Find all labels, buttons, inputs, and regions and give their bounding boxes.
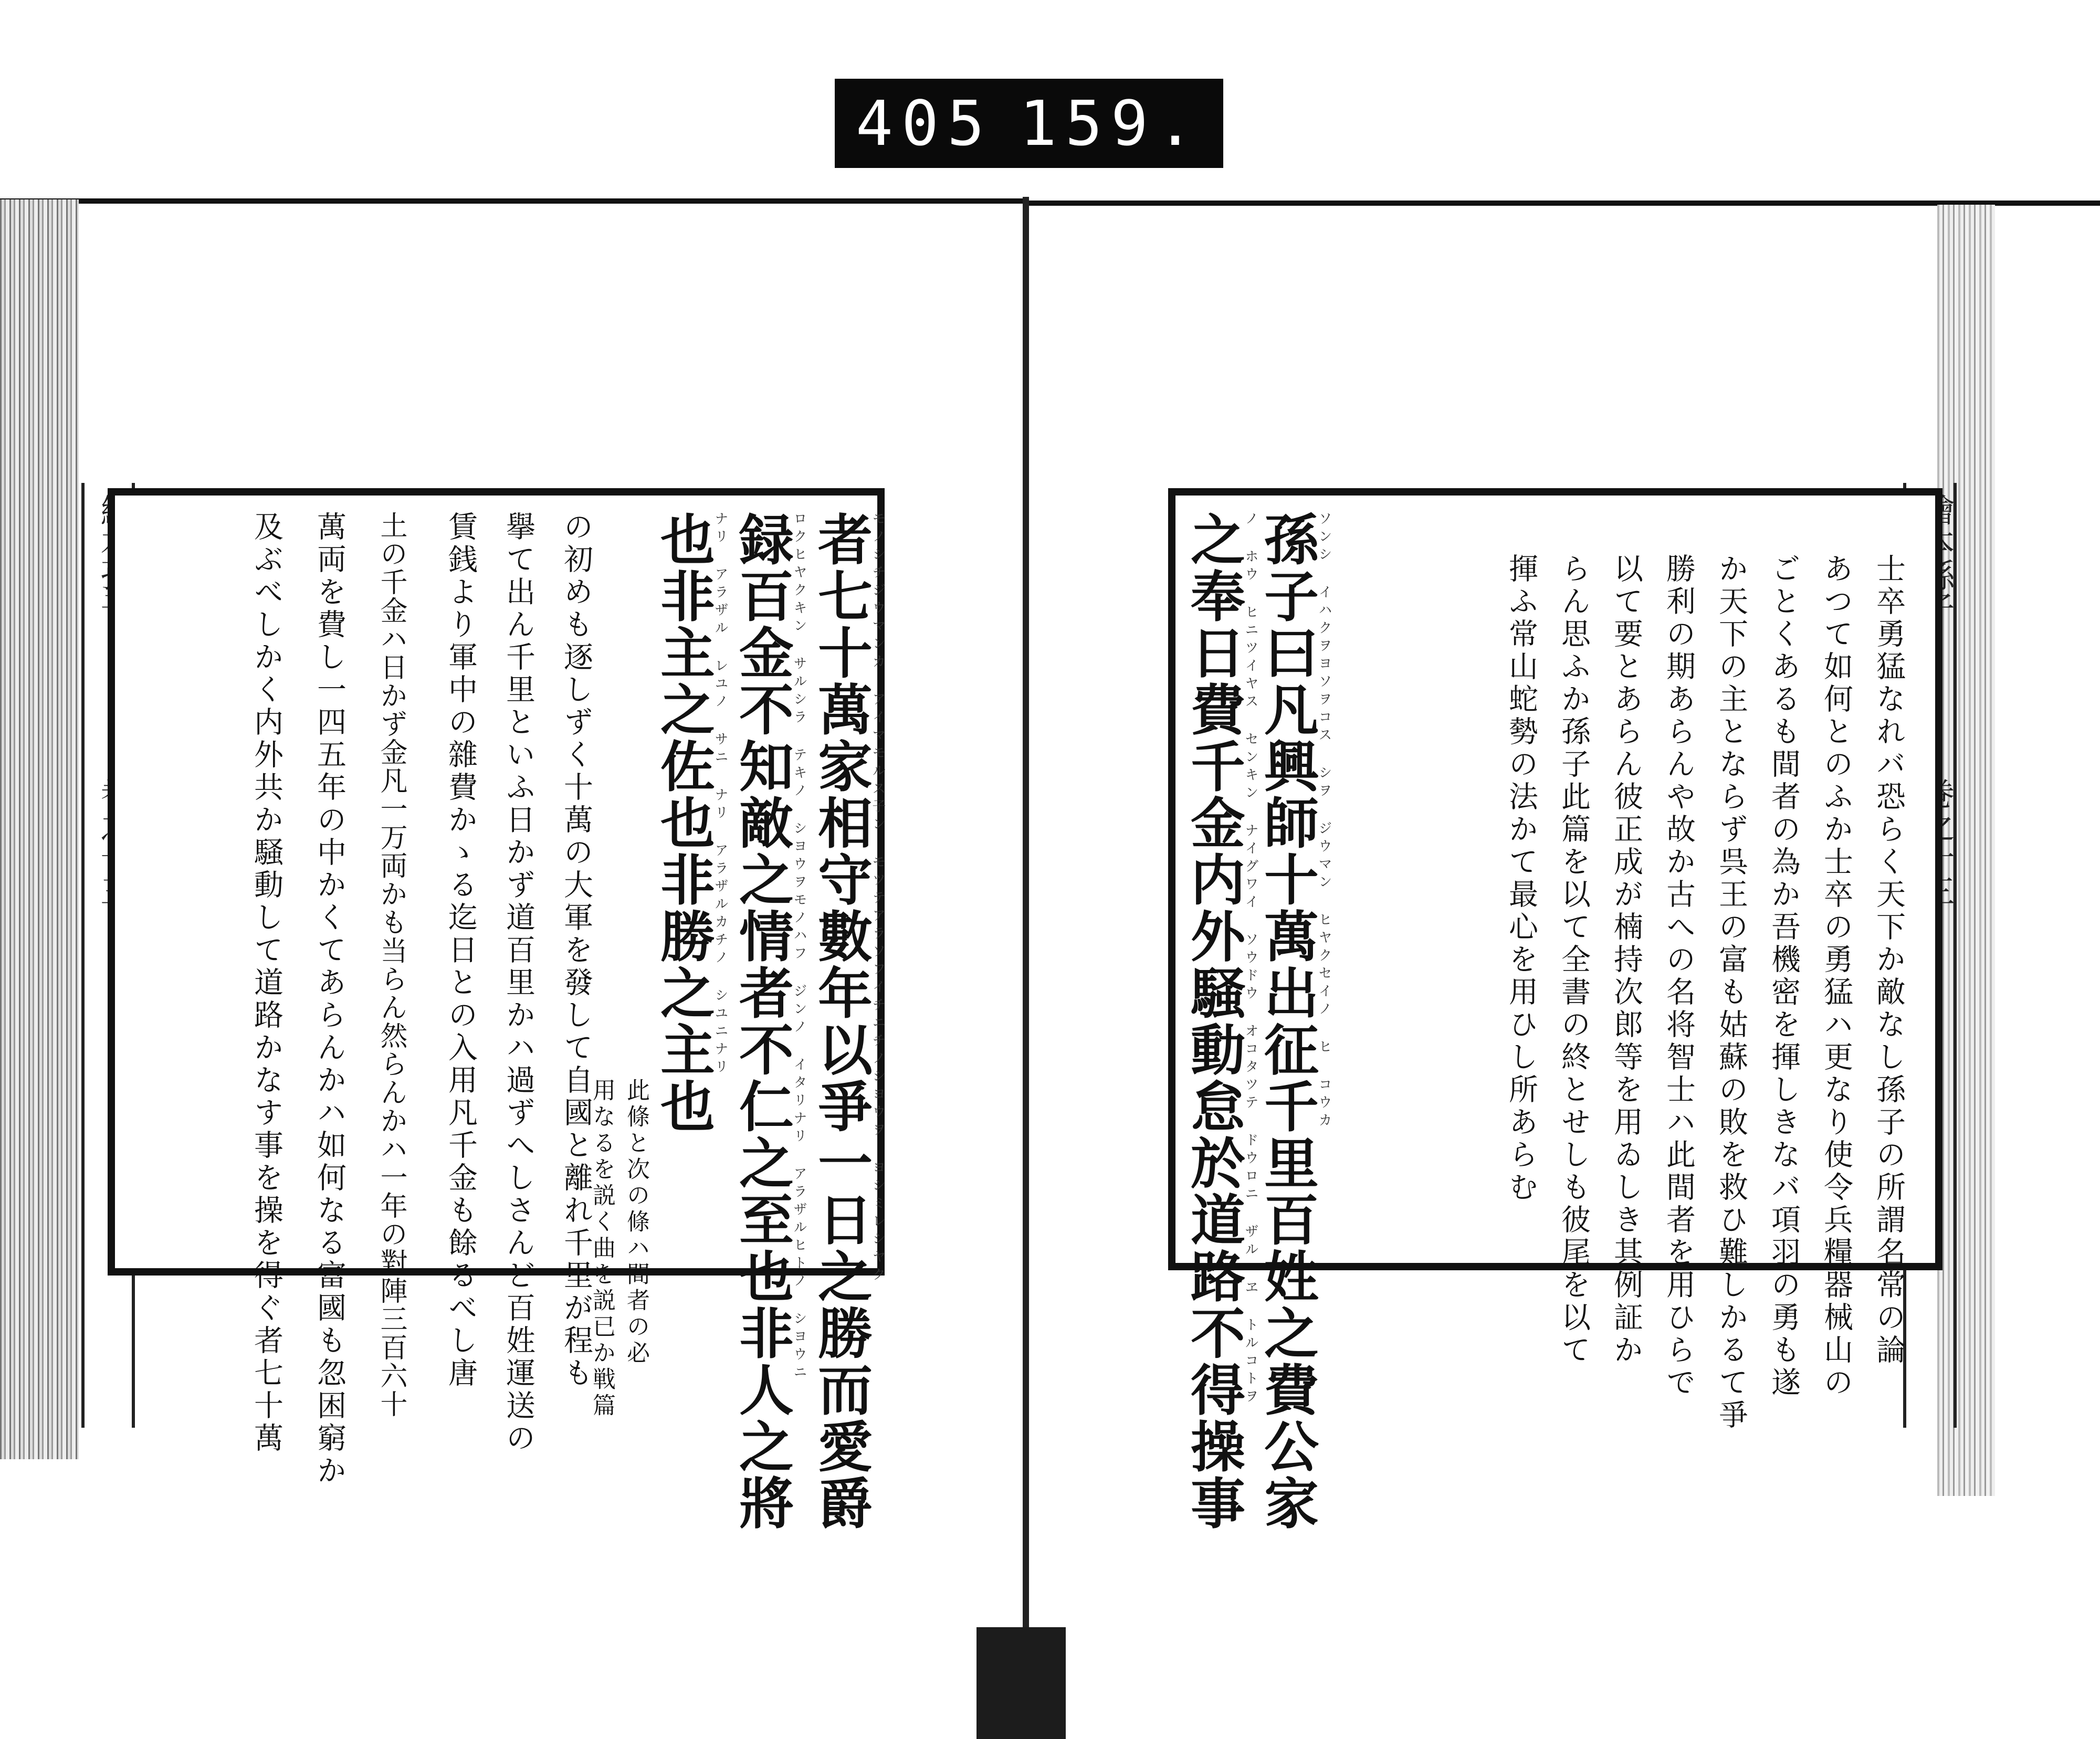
left-commentary-6: 及ぶべしかく内外共か騒動して道路かなす事を操を得ぐ者七十萬 — [249, 511, 284, 1455]
right-reading-column-1: ソンシ イハクヲヨソヲコス シヲ ジウマン ヒヤクセイノ ヒ コウカ — [1316, 511, 1332, 1131]
left-reading-column-2: ロクヒヤクキン サルシラ テキノ シヨウヲモノハフ ジンノ イタリナリ アラザルヒトノ シヨウニ — [791, 511, 807, 1383]
call-number-label — [835, 79, 1223, 168]
left-main-column-1: 者七十萬家相守數年以爭一日之勝而愛爵 — [808, 511, 873, 1532]
left-book-edge — [0, 199, 79, 1459]
left-reading-column-1: モノシチジウマンカ アイマモルス子ン モツテアラソフイチニチノシヨウヲ ヨシミレシヤク — [870, 511, 886, 1285]
left-note-line-2: 用なるを説く曲を説已か戦篇 — [589, 1078, 615, 1419]
right-main-column-2: 之奉日費千金内外騒動怠於道路不得操事 — [1181, 511, 1246, 1532]
right-commentary-6: 以て要とあらん彼正成が楠持次郎等を用ゐしき其例証か — [1609, 553, 1643, 1367]
right-commentary-2: あつて如何とのふか士卒の勇猛ハ更なり使令兵糧器械山の — [1819, 553, 1853, 1399]
left-reading-column-3: ナリ アラザル レユノ サニ ナリ アラザルカチノ シユニナリ — [712, 511, 728, 1077]
right-commentary-4: か天下の主とならず呉王の富も姑蘇の敗を救ひ難しかるて爭 — [1714, 553, 1748, 1432]
right-text-frame — [1168, 488, 1942, 1532]
left-main-column-3: 也非主之佐也非勝之主也 — [651, 511, 716, 1135]
left-commentary-1: の初めも逐しずく十萬の大軍を發して自國と離れ千里が程も — [559, 511, 593, 1390]
right-main-column-1: 孫子曰凡興師十萬出征千里百姓之費公家 — [1255, 511, 1319, 1532]
left-commentary-2: 擧て出ん千里といふ日かず道百里かハ過ずへしさんど百姓運送の — [501, 511, 536, 1455]
left-commentary-5: 萬両を費し一四五年の中かくてあらんかハ如何なる富國も忽困窮か — [312, 511, 346, 1488]
call-number-left: 405 — [856, 87, 993, 160]
gutter-shadow — [976, 1627, 1066, 1739]
right-commentary-1: 士卒勇猛なれバ恐らく天下か敵なし孫子の所謂名常の論 — [1872, 553, 1906, 1367]
right-commentary-7: らん思ふか孫子此篇を以て全書の終とせしも彼尾を以て — [1557, 553, 1591, 1367]
left-page-top-edge — [0, 198, 1024, 204]
right-commentary-3: ごとくあるも間者の為か吾機密を揮しきなバ項羽の勇も遂 — [1767, 553, 1801, 1399]
right-commentary-5: 勝利の期あらんや故か古への名将智士ハ此間者を用ひらで — [1662, 553, 1696, 1399]
left-main-column-2: 録百金不知敵之情者不仁之至也非人之將 — [730, 511, 794, 1532]
left-note-line-1: 此條と次の條ハ間者の必 — [623, 1078, 649, 1367]
right-reading-column-2: ノ ホウ ヒニツイヤス センキン ナイグワイ ソウドウ オコタツテ ドウロニ ザル ヱ トルコトヲ — [1243, 511, 1258, 1407]
center-gutter — [1023, 197, 1029, 1630]
left-text-frame — [108, 488, 886, 1532]
right-commentary-8: 揮ふ常山蛇勢の法かて最心を用ひし所あらむ — [1504, 553, 1538, 1204]
call-number-right: 159. — [1019, 87, 1202, 160]
left-commentary-3: 賃銭より軍中の雜費かゝる迄日との入用凡千金も餘るべし唐 — [444, 511, 478, 1390]
left-commentary-4: 土の千金ハ日かず金凡一万両かも当らん然らんかハ一年の對陣三百六十 — [375, 511, 407, 1418]
